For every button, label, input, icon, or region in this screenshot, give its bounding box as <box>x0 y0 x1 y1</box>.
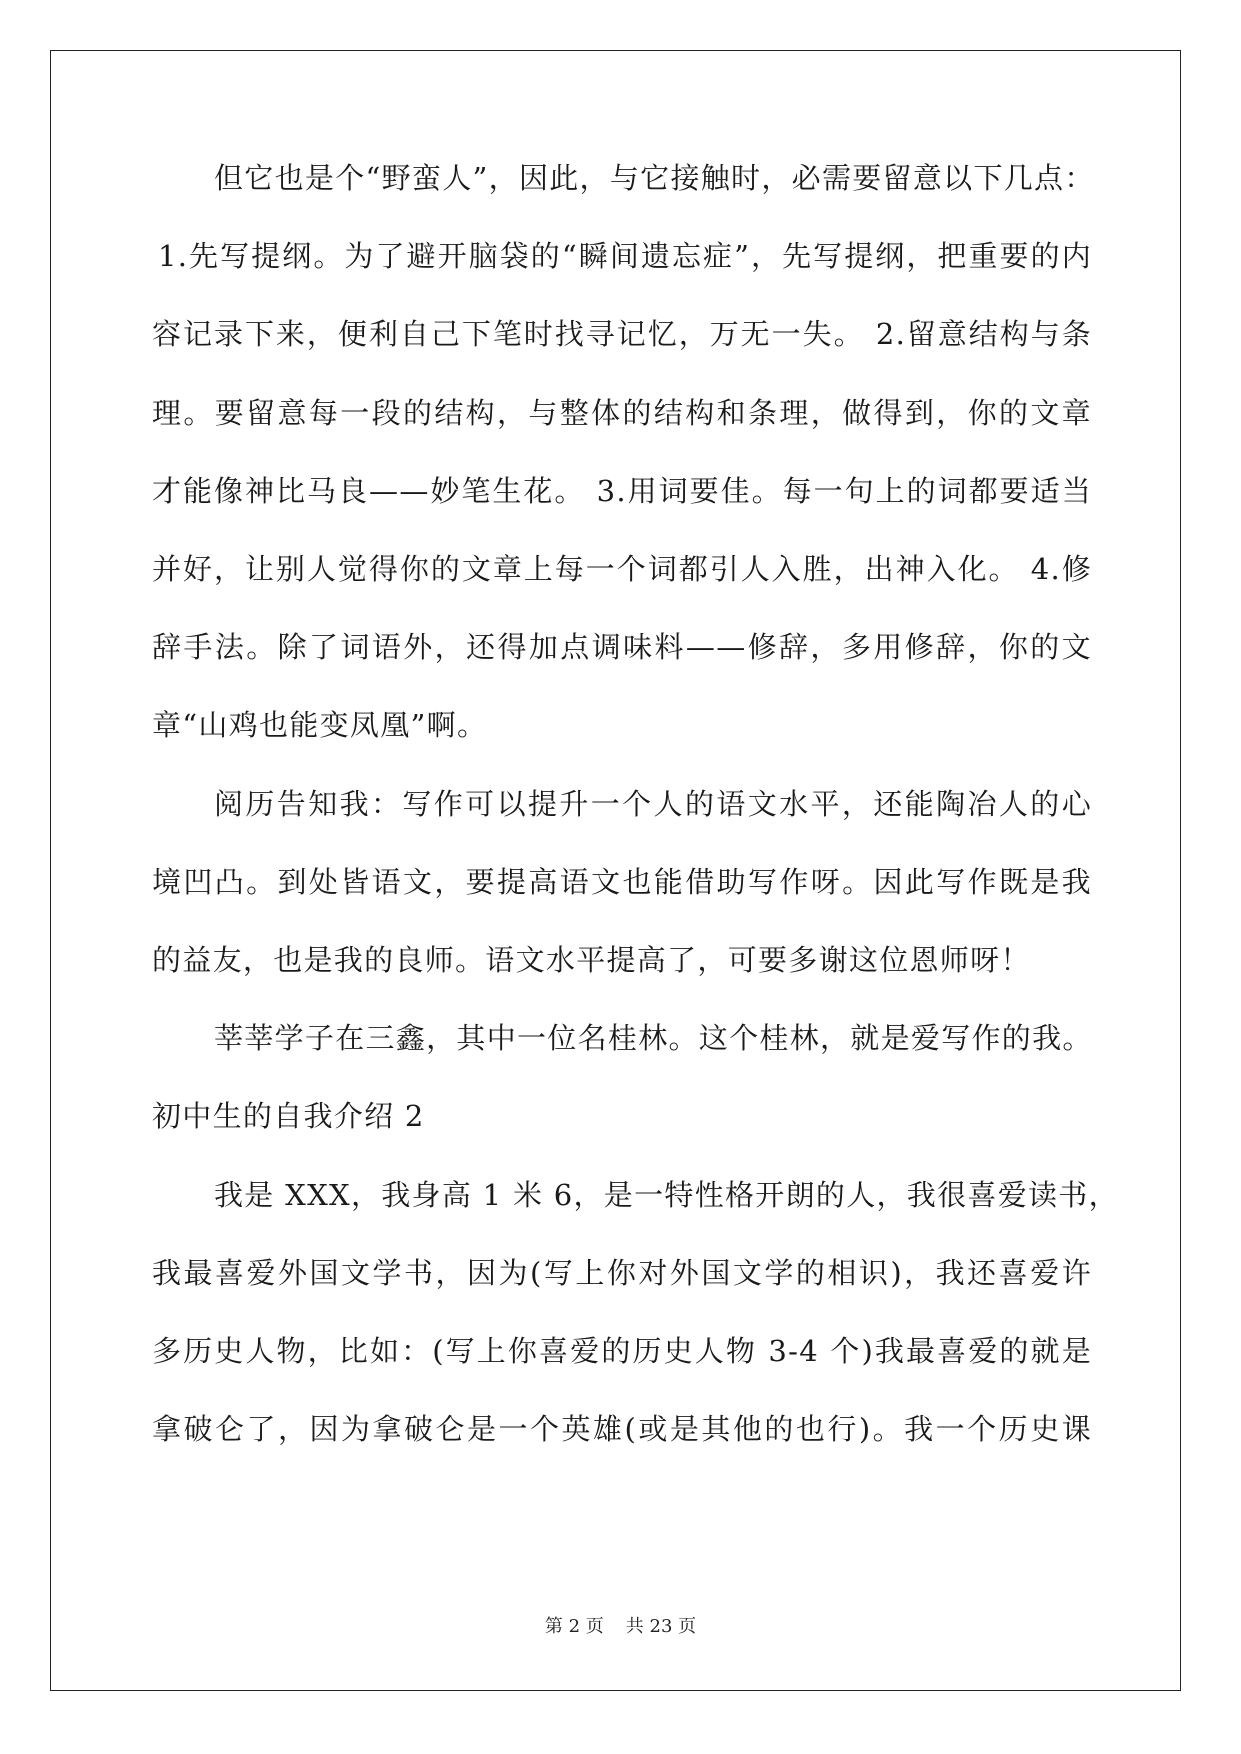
page-footer <box>0 1612 1241 1638</box>
paragraph-line: 阅历告知我：写作可以提升一个人的语文水平，还能陶冶人的心 <box>214 787 1092 821</box>
paragraph-line: 我最喜爱外国文学书，因为(写上你对外国文学的相识)，我还喜爱许 <box>152 1256 1092 1290</box>
paragraph-line: 但它也是个“野蛮人”，因此，与它接触时，必需要留意以下几点： <box>214 161 1095 195</box>
paragraph-line: 境凹凸。到处皆语文，要提高语文也能借助写作呀。因此写作既是我 <box>152 865 1092 899</box>
paragraph-line: 容记录下来，便利自己下笔时找寻记忆，万无一失。 2.留意结构与条 <box>152 317 1092 351</box>
paragraph-line: 我是 XXX，我身高 1 米 6，是一特性格开朗的人，我很喜爱读书， <box>214 1178 1119 1212</box>
paragraph-line: 1.先写提纲。为了避开脑袋的“瞬间遗忘症”，先写提纲，把重要的内 <box>158 239 1092 273</box>
paragraph-line: 章“山鸡也能变凤凰”啊。 <box>152 708 488 742</box>
paragraph-line: 莘莘学子在三鑫，其中一位名桂林。这个桂林，就是爱写作的我。 <box>214 1021 1093 1055</box>
page-number-total: 共 23 页 <box>625 1616 697 1637</box>
paragraph-line: 辞手法。除了词语外，还得加点调味料——修辞，多用修辞，你的文 <box>152 630 1092 664</box>
paragraph-line: 的益友，也是我的良师。语文水平提高了，可要多谢这位恩师呀！ <box>152 943 1031 977</box>
paragraph-line: 才能像神比马良——妙笔生花。 3.用词要佳。每一句上的词都要适当 <box>152 474 1092 508</box>
paragraph-line: 理。要留意每一段的结构，与整体的结构和条理，做得到，你的文章 <box>152 396 1092 430</box>
paragraph-line: 多历史人物，比如：(写上你喜爱的历史人物 3-4 个)我最喜爱的就是 <box>152 1334 1092 1368</box>
paragraph-line: 并好，让别人觉得你的文章上每一个词都引人入胜，出神入化。 4.修 <box>152 552 1092 586</box>
paragraph-line: 拿破仑了，因为拿破仑是一个英雄(或是其他的也行)。我一个历史课 <box>152 1412 1092 1446</box>
section-heading: 初中生的自我介绍 2 <box>152 1099 425 1133</box>
page-number-current: 第 2 页 <box>544 1616 604 1637</box>
